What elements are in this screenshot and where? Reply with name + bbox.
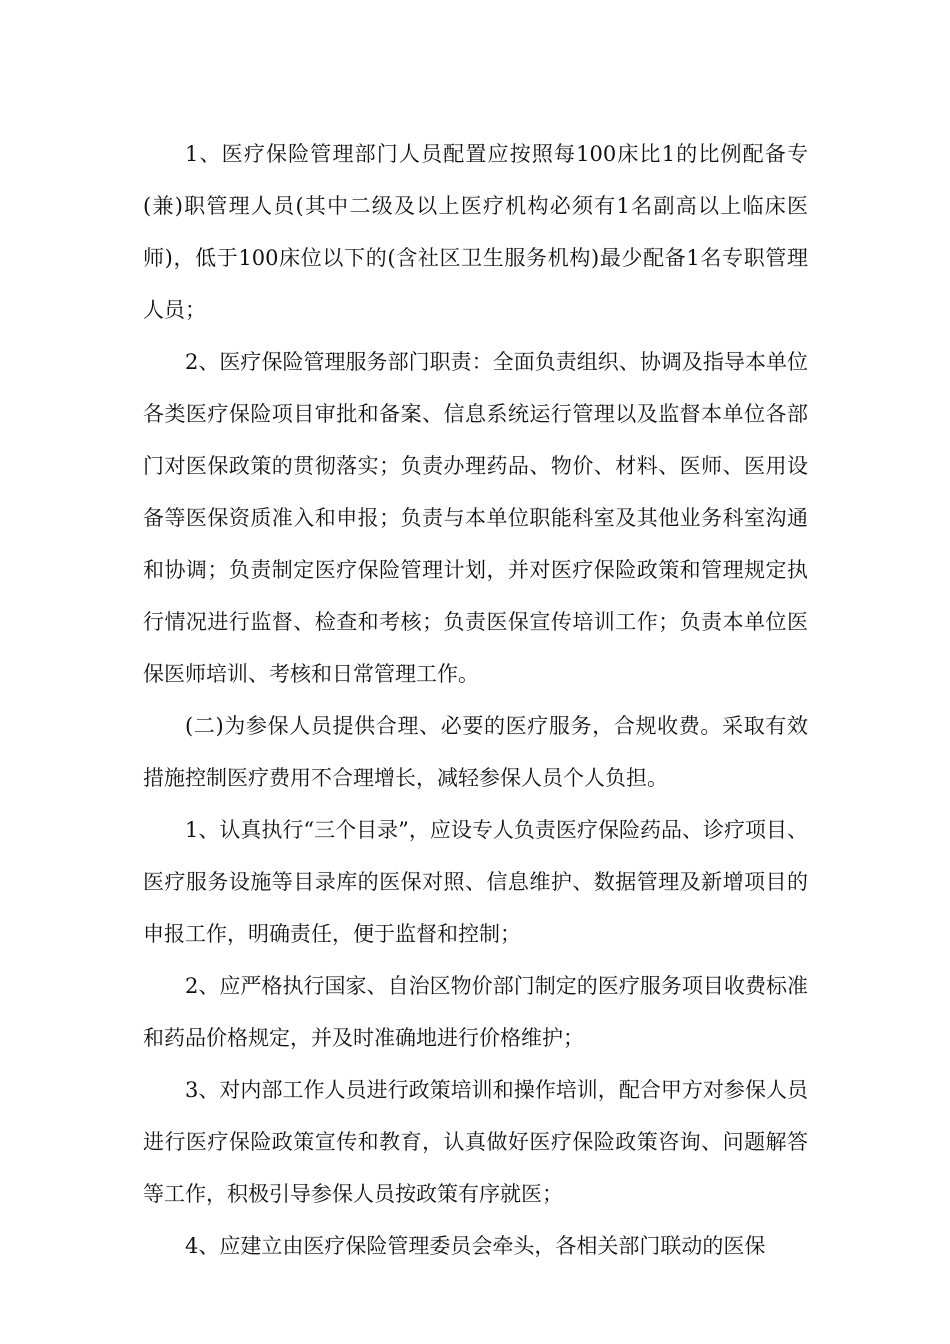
paragraph-committee: 4、应建立由医疗保险管理委员会牵头，各相关部门联动的医保: [185, 1234, 766, 1258]
document-body: [143, 128, 808, 1272]
paragraph-training: 3、对内部工作人员进行政策培训和操作培训，配合甲方对参保人员进行医疗保险政策宣传和教育，认真做好医疗保险政策咨询、问题解答等工作，积极引导参保人员按政策有序就医；: [143, 1078, 808, 1206]
paragraph-staffing: 1、医疗保险管理部门人员配置应按照每100床比1的比例配备专(兼)职管理人员(其中二级及以上医疗机构必须有1名副高以上临床医师)，低于100床位以下的(含社区卫生服务机构)最少配备1名专职管理人员；: [143, 142, 808, 322]
paragraph-section-two: (二)为参保人员提供合理、必要的医疗服务，合规收费。采取有效措施控制医疗费用不合理增长，减轻参保人员个人负担。: [143, 714, 808, 790]
paragraph-three-catalogs: 1、认真执行“三个目录”，应设专人负责医疗保险药品、诊疗项目、医疗服务设施等目录库的医保对照、信息维护、数据管理及新增项目的申报工作，明确责任，便于监督和控制；: [143, 818, 808, 946]
paragraph-department-duties: 2、医疗保险管理服务部门职责：全面负责组织、协调及指导本单位各类医疗保险项目审批和备案、信息系统运行管理以及监督本单位各部门对医保政策的贯彻落实；负责办理药品、物价、材料、医师、医用设备等医保资质准入和申报；负责与本单位职能科室及其他业务科室沟通和协调；负责制定医疗保险管理计划，并对医疗保险政策和管理规定执行情况进行监督、检查和考核；负责医保宣传培训工作；负责本单位医保医师培训、考核和日常管理工作。: [143, 350, 808, 686]
paragraph-pricing: 2、应严格执行国家、自治区物价部门制定的医疗服务项目收费标准和药品价格规定，并及时准确地进行价格维护；: [143, 974, 808, 1050]
